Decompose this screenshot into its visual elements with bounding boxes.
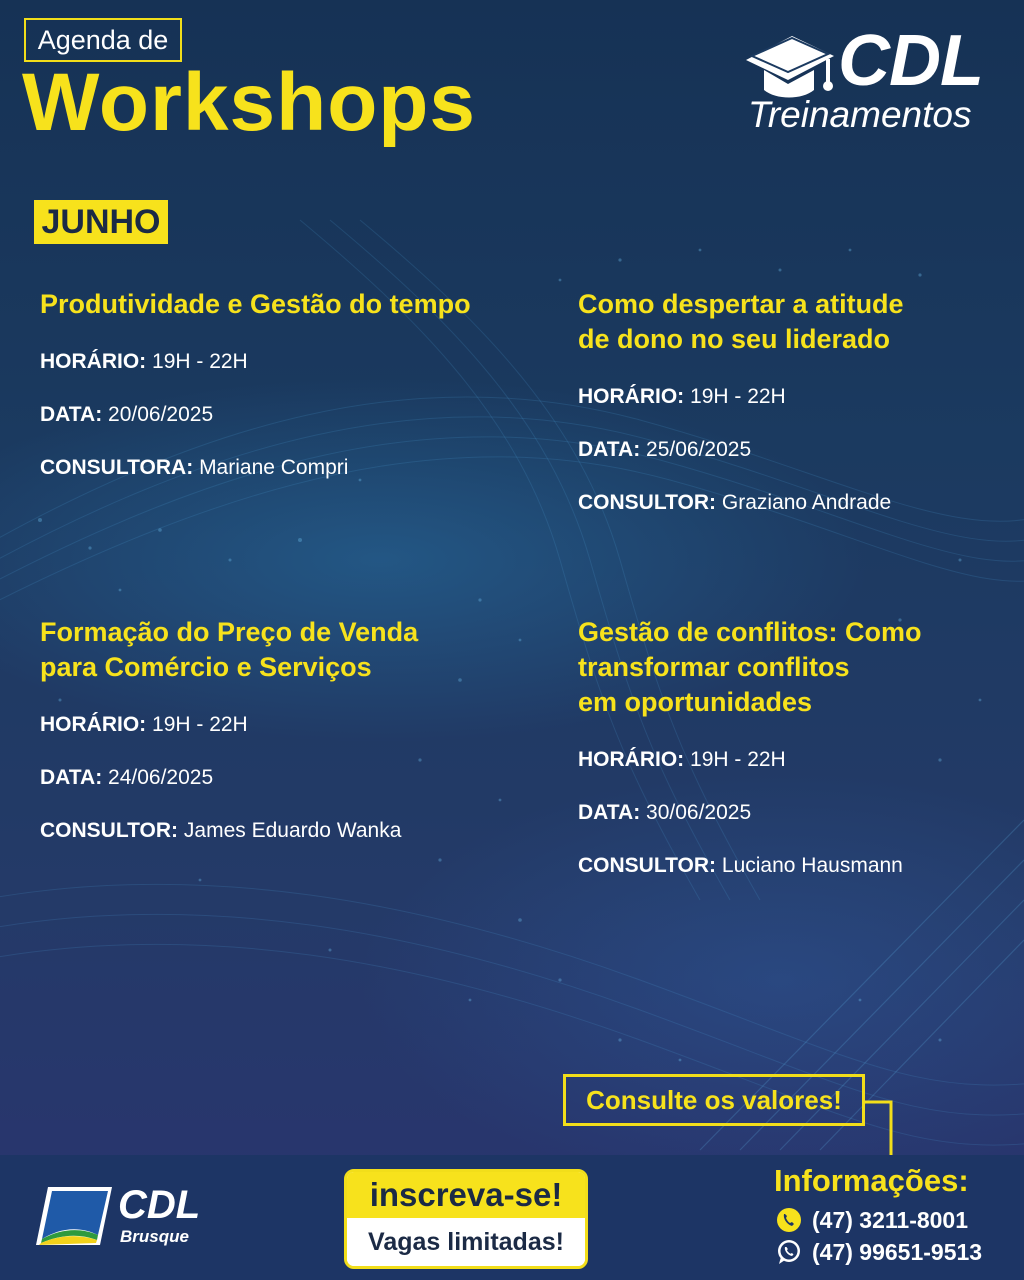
- time-label: HORÁRIO:: [40, 350, 147, 373]
- workshop-date: [578, 800, 1024, 826]
- workshop-consultant: [40, 818, 500, 844]
- workshop-date: [40, 765, 500, 791]
- workshop-consultant: [578, 853, 1024, 879]
- time-value: 19H - 22H: [152, 350, 248, 373]
- cta-label: inscreva-se!: [347, 1172, 585, 1218]
- month-badge: JUNHO: [34, 200, 168, 244]
- agenda-label: Agenda de: [24, 18, 182, 62]
- time-label: HORÁRIO:: [578, 748, 685, 771]
- workshop-time: [40, 349, 500, 375]
- time-value: 19H - 22H: [690, 385, 786, 408]
- consultant-name: Graziano Andrade: [721, 491, 892, 514]
- date-label: DATA:: [578, 801, 641, 824]
- consultant-label: CONSULTOR:: [578, 491, 717, 514]
- time-label: HORÁRIO:: [40, 713, 147, 736]
- workshop-consultant: [40, 455, 500, 481]
- whatsapp-icon: [776, 1239, 802, 1265]
- consulte-valores-box: Consulte os valores!: [563, 1074, 865, 1126]
- consultant-label: CONSULTOR:: [578, 854, 717, 877]
- workshop-card: [40, 615, 500, 844]
- date-value: 30/06/2025: [646, 801, 752, 824]
- workshop-time: [578, 384, 1024, 410]
- date-label: DATA:: [578, 438, 641, 461]
- workshop-card: [40, 287, 500, 481]
- page-title: Workshops: [22, 57, 476, 148]
- cdl-treinamentos-logo: [742, 22, 994, 140]
- footer-bar: [0, 1155, 1024, 1280]
- workshop-title: Formação do Preço de Venda para Comércio e Serviços: [40, 617, 419, 682]
- consultant-label: CONSULTORA:: [40, 456, 194, 479]
- brand-cdl: CDL: [838, 21, 983, 101]
- time-label: HORÁRIO:: [578, 385, 685, 408]
- workshop-time: [40, 712, 500, 738]
- consultant-name: James Eduardo Wanka: [183, 819, 402, 842]
- brusque-brand-city: Brusque: [120, 1227, 189, 1246]
- brand-treinamentos: Treinamentos: [748, 94, 972, 135]
- date-label: DATA:: [40, 403, 103, 426]
- flag-icon: [34, 1185, 114, 1247]
- info-title: Informações:: [774, 1163, 969, 1198]
- phone-row[interactable]: [776, 1205, 968, 1235]
- date-value: 20/06/2025: [108, 403, 214, 426]
- workshop-title: Como despertar a atitude de dono no seu liderado: [578, 289, 904, 354]
- workshop-title: Produtividade e Gestão do tempo: [40, 289, 471, 319]
- date-value: 24/06/2025: [108, 766, 214, 789]
- brusque-brand-cdl: CDL: [118, 1183, 201, 1227]
- date-label: DATA:: [40, 766, 103, 789]
- workshop-title: Gestão de conflitos: Como transformar conflitos em oportunidades: [578, 617, 922, 717]
- workshop-card: [578, 615, 1024, 879]
- whatsapp-row[interactable]: [776, 1237, 982, 1267]
- time-value: 19H - 22H: [152, 713, 248, 736]
- workshop-date: [40, 402, 500, 428]
- workshop-time: [578, 747, 1024, 773]
- consultant-name: Luciano Hausmann: [721, 854, 903, 877]
- inscreva-se-button[interactable]: [344, 1169, 588, 1269]
- date-value: 25/06/2025: [646, 438, 752, 461]
- consultant-label: CONSULTOR:: [40, 819, 179, 842]
- phone-number: (47) 3211-8001: [812, 1207, 969, 1233]
- consultant-name: Mariane Compri: [199, 456, 349, 479]
- cdl-brusque-logo: [34, 1185, 214, 1251]
- connector-line: [863, 1098, 895, 1158]
- phone-icon: [776, 1207, 802, 1233]
- workshop-card: [578, 287, 1024, 516]
- workshop-date: [578, 437, 1024, 463]
- time-value: 19H - 22H: [690, 748, 786, 771]
- cta-sublabel: Vagas limitadas!: [347, 1218, 585, 1266]
- whatsapp-number: (47) 99651-9513: [812, 1239, 983, 1265]
- workshop-consultant: [578, 490, 1024, 516]
